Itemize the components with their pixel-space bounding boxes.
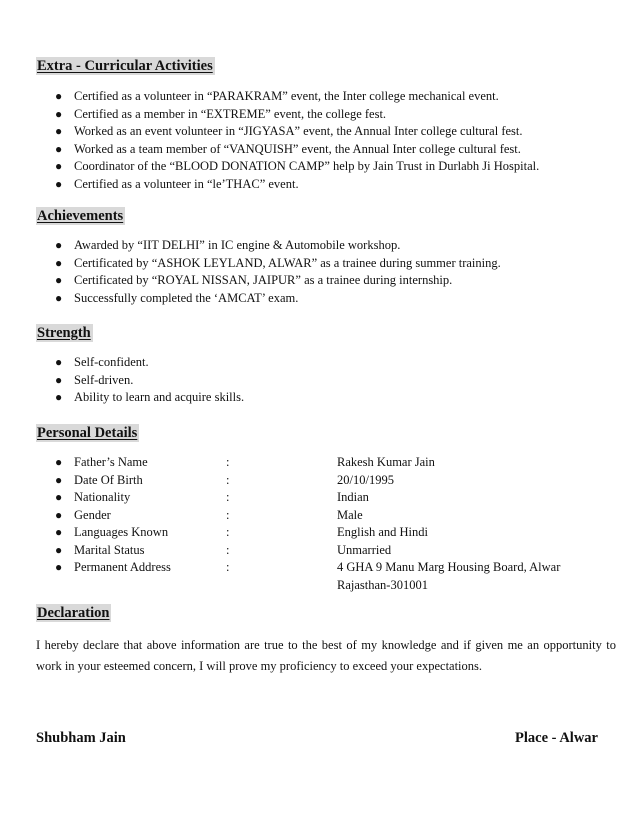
heading-declaration-text: Declaration (37, 605, 110, 621)
bullet-icon: ● (55, 372, 63, 387)
list-item: ● Worked as an event volunteer in “JIGYASA” event, the Annual Inter college cultural fest. (0, 123, 539, 141)
bullet-icon: ● (55, 176, 63, 191)
detail-label: Gender (74, 507, 111, 522)
bullet-icon: ● (55, 255, 63, 270)
heading-personal-details (36, 424, 139, 442)
detail-value: English and Hindi (337, 525, 428, 539)
detail-row (0, 454, 638, 472)
bullet-icon: ● (55, 560, 63, 574)
bullet-icon: ● (55, 472, 63, 487)
list-item: ● Certified as a volunteer in “le’THAC” event. (0, 176, 539, 194)
list-item: ● Self-confident. (0, 354, 244, 372)
detail-label: Nationality (74, 490, 131, 504)
detail-value: Male (337, 507, 363, 522)
achievements-list (0, 237, 501, 307)
detail-value: 20/10/1995 (337, 472, 394, 487)
detail-value: 4 GHA 9 Manu Marg Housing Board, Alwar (337, 560, 561, 574)
bullet-icon: ● (55, 89, 63, 103)
detail-separator: : (226, 472, 230, 487)
bullet-icon: ● (55, 124, 63, 138)
bullet-icon: ● (55, 542, 63, 557)
detail-value: Rajasthan-301001 (337, 577, 428, 592)
heading-declaration (36, 604, 111, 622)
heading-strength (36, 324, 93, 342)
detail-separator: : (226, 560, 230, 574)
detail-separator: : (226, 455, 230, 469)
bullet-icon: ● (55, 355, 63, 369)
bullet-icon: ● (55, 490, 63, 504)
detail-row (0, 542, 638, 560)
detail-row (0, 489, 638, 507)
extra-curricular-list (0, 88, 539, 193)
detail-value: Unmarried (337, 542, 392, 557)
bullet-icon: ● (55, 141, 63, 156)
list-item: ● Certified as a member in “EXTREME” event, the college fest. (0, 106, 539, 124)
detail-label: Marital Status (74, 542, 145, 557)
heading-achievements (36, 207, 125, 225)
detail-separator: : (226, 507, 230, 522)
list-item: ● Worked as a team member of “VANQUISH” event, the Annual Inter college cultural fest. (0, 141, 539, 159)
bullet-icon: ● (55, 106, 63, 121)
bullet-icon: ● (55, 507, 63, 522)
list-item: ● Successfully completed the ‘AMCAT’ exam. (0, 290, 501, 308)
strength-list (0, 354, 244, 407)
detail-label: Date Of Birth (74, 472, 143, 487)
signature-name: Shubham Jain (36, 730, 126, 746)
heading-personal-details-text: Personal Details (37, 425, 138, 441)
detail-label: Languages Known (74, 525, 169, 539)
detail-value: Indian (337, 490, 369, 504)
detail-row (0, 559, 638, 577)
bullet-icon: ● (55, 290, 63, 305)
detail-row (0, 507, 638, 525)
detail-label: Permanent Address (74, 560, 171, 574)
list-item: ● Awarded by “IIT DELHI” in IC engine & Automobile workshop. (0, 237, 501, 255)
bullet-icon: ● (55, 525, 63, 539)
heading-extra-curricular (36, 57, 215, 75)
detail-label: Father’s Name (74, 455, 148, 469)
signature-place: Place - Alwar (515, 730, 598, 746)
detail-row-continuation (0, 577, 638, 595)
detail-separator: : (226, 490, 230, 504)
list-item: ● Ability to learn and acquire skills. (0, 389, 244, 407)
detail-separator: : (226, 525, 230, 539)
detail-row (0, 524, 638, 542)
detail-value: Rakesh Kumar Jain (337, 455, 435, 469)
list-item: ● Certificated by “ASHOK LEYLAND, ALWAR” as a trainee during summer training. (0, 255, 501, 273)
bullet-icon: ● (55, 455, 63, 469)
bullet-icon: ● (55, 159, 63, 173)
list-item: ● Certificated by “ROYAL NISSAN, JAIPUR” as a trainee during internship. (0, 272, 501, 290)
declaration-text: I hereby declare that above information are true to the best of my knowledge and if given me an opportunity to work in your esteemed concern, I will prove my proficiency to exceed your expectations. (36, 638, 616, 673)
detail-row (0, 472, 638, 490)
heading-strength-text: Strength (37, 325, 91, 341)
heading-achievements-text: Achievements (37, 208, 124, 224)
personal-details-list (0, 454, 638, 594)
bullet-icon: ● (55, 238, 63, 252)
bullet-icon: ● (55, 390, 63, 404)
list-item: ● Coordinator of the “BLOOD DONATION CAMP” help by Jain Trust in Durlabh Ji Hospital. (0, 158, 539, 176)
detail-separator: : (226, 542, 230, 557)
heading-extra-curricular-text: Extra - Curricular Activities (37, 58, 213, 74)
list-item: ● Self-driven. (0, 372, 244, 390)
bullet-icon: ● (55, 273, 63, 287)
list-item: ● Certified as a volunteer in “PARAKRAM” event, the Inter college mechanical event. (0, 88, 539, 106)
